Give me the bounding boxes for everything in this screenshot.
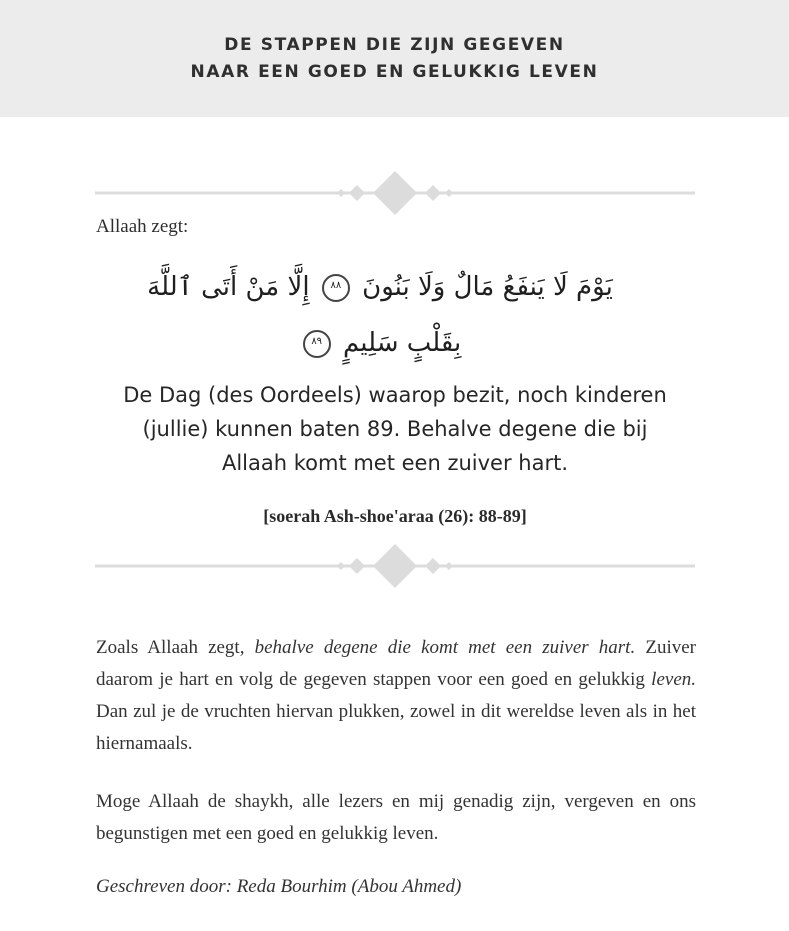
body-paragraph-1: [96, 632, 696, 760]
paragraph-text: Zoals Allaah zegt,: [96, 637, 255, 658]
paragraph-text: Dan zul je de vruchten hiervan plukken, zowel in dit wereldse leven als in het hiernamaals.: [96, 701, 696, 754]
verse-reference: [soerah Ash-shoe'araa (26): 88-89]: [263, 506, 527, 526]
body-paragraph-2: Moge Allaah de shaykh, alle lezers en mij genadig zijn, vergeven en ons begunstigen met een goed en gelukkig leven.: [96, 791, 696, 844]
translation-line-2: (jullie) kunnen baten 89. Behalve degene die bij: [142, 417, 648, 441]
intro-text: Allaah zegt:: [96, 216, 189, 237]
ornament-divider-top: [95, 169, 695, 217]
ayah-number-marker: ٨٨: [322, 274, 350, 302]
header-title-line-2: NAAR EEN GOED EN GELUKKIG LEVEN: [190, 61, 599, 82]
translation-line-1: De Dag (des Oordeels) waarop bezit, noch kinderen: [123, 383, 667, 407]
arabic-text-2: إِلَّا مَنْ أَتَى ٱللَّهَ: [147, 272, 310, 302]
verse-translation: [95, 378, 695, 480]
arabic-text-3: بِقَلْبٍ سَلِيمٍ: [342, 328, 462, 358]
page-header: [0, 0, 789, 117]
ornament-divider-bottom: [95, 542, 695, 590]
paragraph-text: Zuiver daarom je hart en volg de gegeven stappen voor een goed en gelukkig: [96, 637, 696, 690]
paragraph-emphasis: leven.: [651, 669, 696, 690]
header-title-line-1: DE STAPPEN DIE ZIJN GEGEVEN: [224, 34, 565, 55]
quran-verse-line-2: [130, 328, 630, 358]
ayah-number-marker: ٨٩: [303, 330, 331, 358]
paragraph-emphasis: behalve degene die komt met een zuiver hart.: [254, 637, 636, 658]
quran-verse-line-1: [130, 272, 630, 302]
translation-line-3: Allaah komt met een zuiver hart.: [221, 451, 569, 475]
author-credit: Geschreven door: Reda Bourhim (Abou Ahmed): [96, 876, 462, 897]
arabic-text-1: يَوْمَ لَا يَنفَعُ مَالٌ وَلَا بَنُونَ: [362, 272, 613, 302]
